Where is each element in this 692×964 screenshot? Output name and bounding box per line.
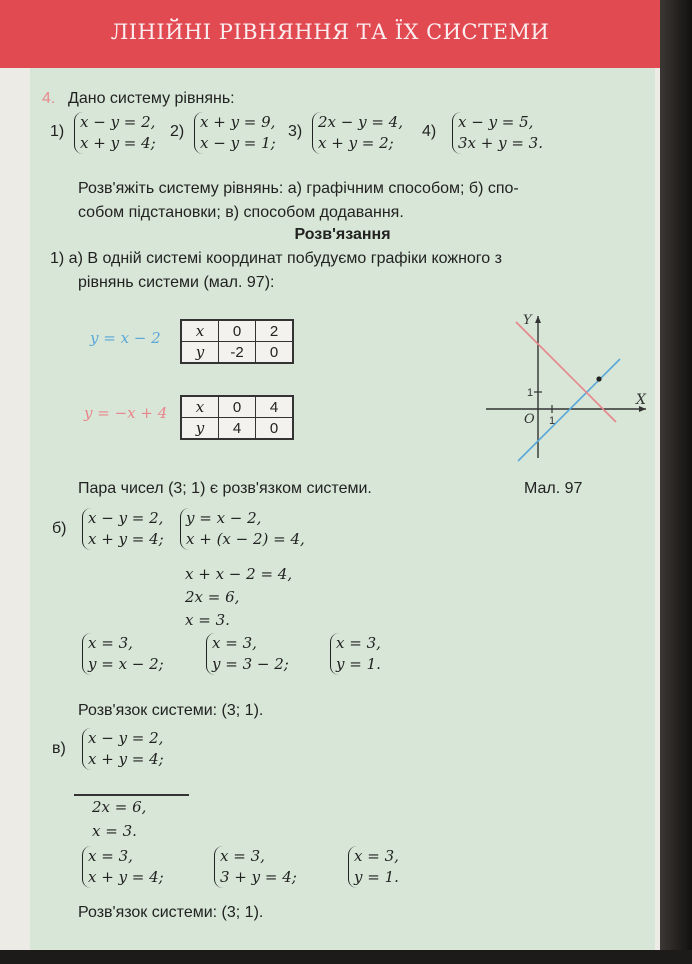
part-b-system-1	[82, 508, 164, 550]
table-2-label: y = −x + 4	[84, 404, 168, 422]
value-table-1	[180, 319, 294, 364]
table-2-x-header: x	[181, 396, 219, 418]
system-2	[194, 112, 276, 154]
system-3	[312, 112, 403, 154]
system-2-eq2: x − y = 1;	[200, 134, 276, 152]
part-b-f3-eq2: y = 1.	[336, 655, 381, 673]
table-2-x1: 4	[256, 396, 294, 418]
instruction-line-1: Розв'яжіть систему рівнянь: а) графічним способом; б) спо-	[78, 180, 519, 197]
part-b-s1-eq2: x + y = 4;	[88, 530, 164, 548]
part-c-label: в)	[52, 740, 66, 757]
system-1	[74, 112, 156, 154]
part-b-label: б)	[52, 520, 67, 537]
system-2-label: 2)	[170, 123, 185, 140]
part-b-answer: Розв'язок системи: (3; 1).	[78, 702, 264, 719]
system-2-eq1: x + y = 9,	[200, 113, 276, 131]
table-2-y-header: y	[181, 418, 219, 440]
graph-figure	[478, 306, 658, 466]
solution-heading: Розв'язання	[294, 226, 391, 243]
part-b-step-2: 2x = 6,	[185, 588, 240, 606]
system-4-label: 4)	[422, 123, 437, 140]
part-b-f2-eq2: y = 3 − 2;	[212, 655, 289, 673]
system-1-eq2: x + y = 4;	[80, 134, 156, 152]
part-b-f2-eq1: x = 3,	[212, 634, 257, 652]
intersection-point	[596, 376, 601, 381]
system-4-eq1: x − y = 5,	[458, 113, 534, 131]
part-b-final-1	[82, 633, 164, 675]
part-b-system-2	[180, 508, 305, 550]
part-c-s1-eq2: x + y = 4;	[88, 750, 164, 768]
part-b-s1-eq1: x − y = 2,	[88, 509, 164, 527]
part-c-final-3	[348, 846, 399, 888]
solution-intro-line-2: рівнянь системи (мал. 97):	[78, 274, 275, 291]
system-1-label: 1)	[50, 123, 65, 140]
example-panel	[30, 68, 655, 950]
system-4-eq2: 3x + y = 3.	[458, 134, 543, 152]
part-b-f1-eq1: x = 3,	[88, 634, 133, 652]
part-c-sum: 2x = 6,	[92, 798, 147, 816]
task-number: 4.	[42, 90, 56, 107]
origin-label: O	[524, 412, 535, 427]
part-c-f3-eq2: y = 1.	[354, 868, 399, 886]
value-table-2	[180, 395, 294, 440]
y-axis-label: Y	[523, 313, 532, 328]
y-tick-label: 1	[527, 387, 534, 399]
instruction-line-2: собом підстановки; в) способом додавання.	[78, 204, 404, 221]
table-1-label: y = x − 2	[90, 329, 161, 347]
table-1-y1: 0	[256, 342, 294, 364]
table-2-x0: 0	[219, 396, 256, 418]
part-c-final-2	[214, 846, 297, 888]
table-1-x0: 0	[219, 320, 256, 342]
table-2-y0: 4	[219, 418, 256, 440]
part-c-system	[82, 728, 164, 770]
part-c-f1-eq2: x + y = 4;	[88, 868, 164, 886]
part-c-f1-eq1: x = 3,	[88, 847, 133, 865]
part-c-x: x = 3.	[92, 822, 137, 840]
part-c-f2-eq2: 3 + y = 4;	[220, 868, 297, 886]
system-1-eq1: x − y = 2,	[80, 113, 156, 131]
part-c-f2-eq1: x = 3,	[220, 847, 265, 865]
table-1-x1: 2	[256, 320, 294, 342]
chapter-banner	[0, 0, 660, 68]
part-c-final-1	[82, 846, 164, 888]
addition-rule	[74, 794, 189, 796]
x-tick-label: 1	[549, 415, 556, 427]
part-c-f3-eq1: x = 3,	[354, 847, 399, 865]
chapter-title: ЛІНІЙНІ РІВНЯННЯ ТА ЇХ СИСТЕМИ	[110, 20, 550, 44]
table-2-y1: 0	[256, 418, 294, 440]
table-1-y-header: y	[181, 342, 219, 364]
solution-intro-line-1: 1) а) В одній системі координат побудуємо графіки кожного з	[50, 250, 502, 267]
system-4	[452, 112, 543, 154]
x-axis-label: X	[636, 392, 646, 408]
system-3-label: 3)	[288, 123, 303, 140]
part-b-f1-eq2: y = x − 2;	[88, 655, 164, 673]
table-1-x-header: x	[181, 320, 219, 342]
part-b-final-3	[330, 633, 381, 675]
part-c-s1-eq1: x − y = 2,	[88, 729, 164, 747]
part-b-s2-eq1: y = x − 2,	[186, 509, 262, 527]
system-3-eq2: x + y = 2;	[318, 134, 394, 152]
line-y-equals-minus-x-plus-4	[516, 322, 616, 422]
part-b-f3-eq1: x = 3,	[336, 634, 381, 652]
task-statement: Дано систему рівнянь:	[68, 90, 235, 107]
figure-caption: Мал. 97	[524, 480, 583, 497]
table-1-y0: -2	[219, 342, 256, 364]
pair-answer: Пара чисел (3; 1) є розв'язком системи.	[78, 480, 372, 497]
part-b-step-1: x + x − 2 = 4,	[185, 565, 293, 583]
part-b-step-3: x = 3.	[185, 611, 230, 629]
part-b-final-2	[206, 633, 289, 675]
part-c-answer: Розв'язок системи: (3; 1).	[78, 904, 264, 921]
book-edge	[660, 0, 692, 950]
system-3-eq1: 2x − y = 4,	[318, 113, 403, 131]
y-axis-arrow	[535, 316, 541, 323]
part-b-s2-eq2: x + (x − 2) = 4,	[186, 530, 305, 548]
